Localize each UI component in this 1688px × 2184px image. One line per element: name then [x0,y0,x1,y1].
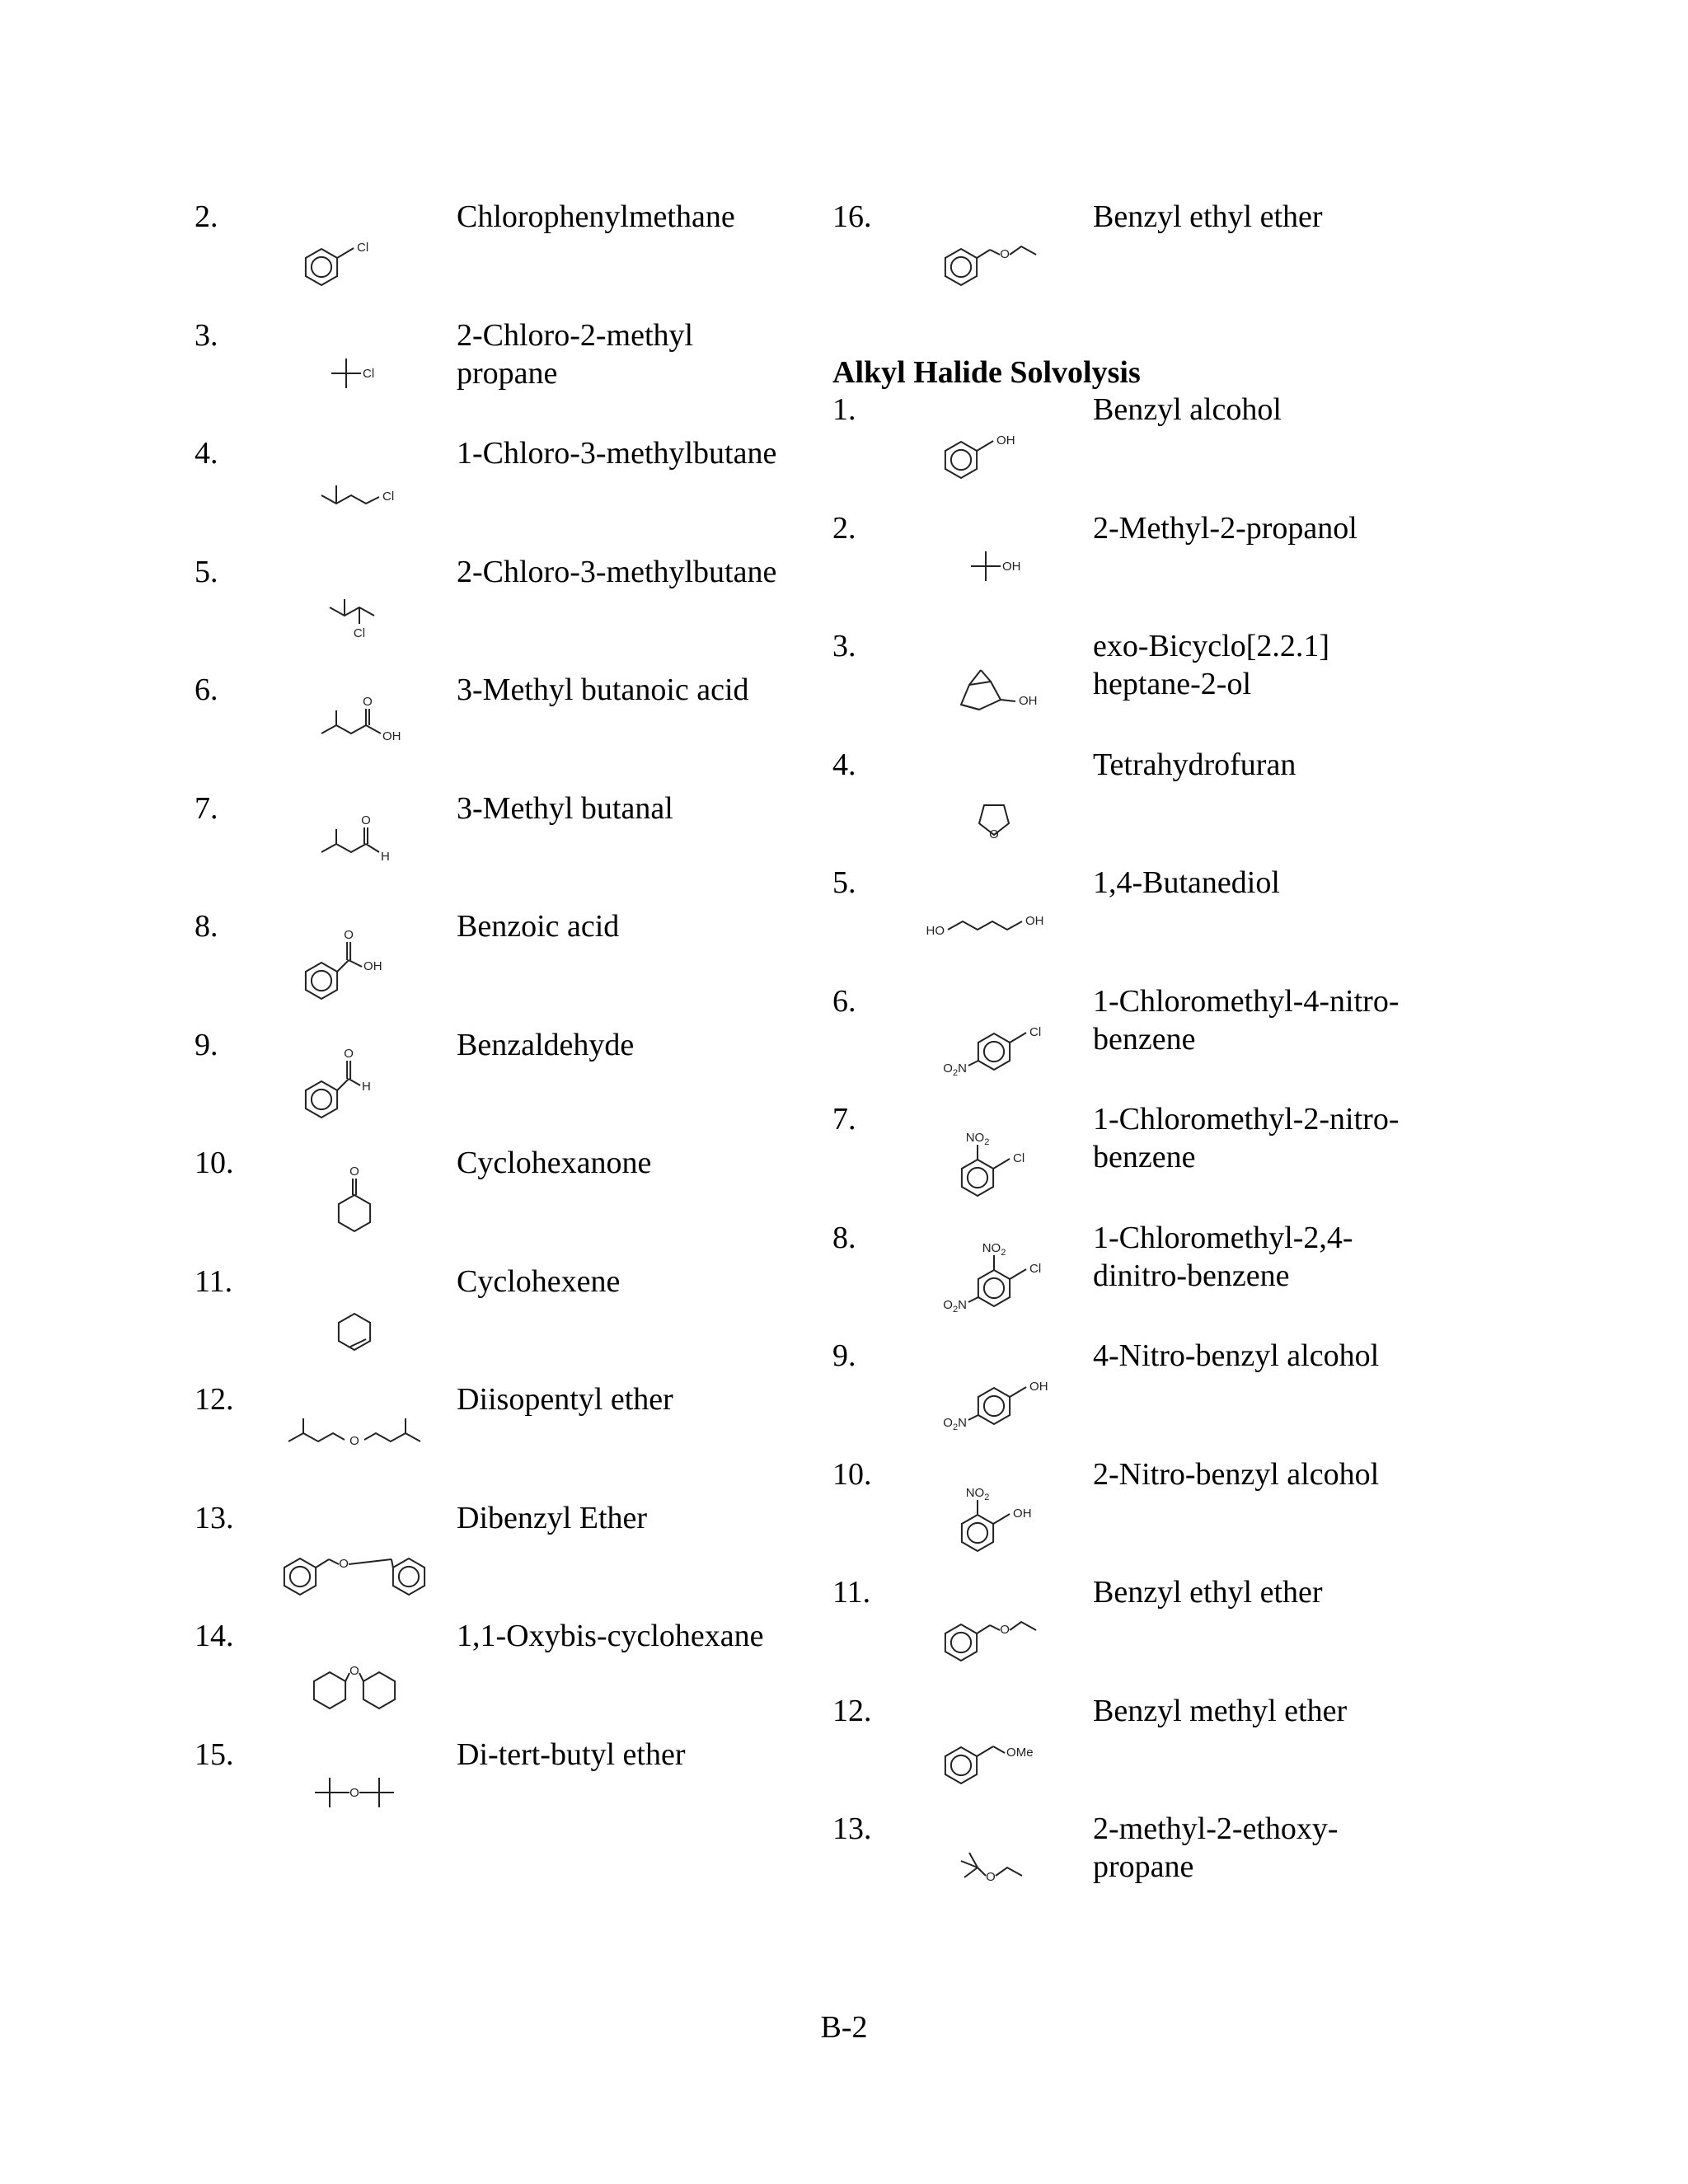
structure-drawing [272,919,437,1010]
structure-drawing [272,682,437,773]
atom-label: OH [996,434,1015,448]
compound-name: Benzyl alcohol [1093,392,1282,427]
compound-number: 6. [195,673,218,707]
compound-entry [832,1573,1688,1680]
structure-drawing [912,994,1076,1085]
compound-entry [832,509,1688,616]
structure-isovaleraldehyde [272,801,437,892]
compound-number: 6. [832,983,856,1019]
compound-name: 2-Nitro-benzyl alcohol [1093,1456,1380,1492]
atom-label: OH [1013,1506,1032,1521]
compound-entry [832,746,1688,853]
structure-drawing [912,1348,1076,1439]
structure-drawing [912,1467,1076,1558]
structure-dicyclohexyl-ether [272,1629,437,1719]
atom-label: H [381,849,390,864]
structure-benzyl-chloride [272,209,437,300]
atom-label: $O_2N$ [943,1297,967,1315]
compound-name: 1-Chloromethyl-2-nitro- benzene [1093,1102,1400,1174]
page-number: B-2 [820,2010,868,2045]
atom-label: O [1000,247,1010,261]
compound-number: 4. [832,747,856,782]
structure-cyclohexanone [272,1155,437,1246]
compound-number: 13. [832,1811,872,1846]
structure-benzyl-methyl-ether [912,1704,1076,1794]
structure-2-chloro-3-methylbutane [272,565,437,655]
compound-number: 7. [832,1102,856,1137]
compound-name: Chlorophenylmethane [457,199,735,234]
compound-name: 1-Chloro-3-methylbutane [457,436,777,471]
compound-entry [0,1736,832,1843]
atom-label: O [349,1165,359,1179]
atom-label: OH [1029,1380,1048,1394]
structure-drawing [272,1511,437,1601]
structure-di-tert-butyl-ether [272,1747,437,1838]
atom-label: Cl [1013,1151,1025,1165]
compound-name: Cyclohexene [457,1263,621,1299]
compound-number: 2. [195,199,218,234]
compound-entry [0,1380,832,1488]
compound-entry [0,1617,832,1724]
compound-number: 7. [195,790,218,826]
structure-drawing [272,1747,437,1838]
atom-label: O [349,1785,359,1800]
compound-name: 2-Methyl-2-propanol [1093,510,1357,546]
compound-entry [0,1144,832,1251]
compound-entry [832,982,1688,1090]
atom-label: $NO_2$ [982,1240,1006,1258]
compound-name: 2-methyl-2-ethoxy- propane [1093,1811,1339,1884]
compound-name: 1-Chloromethyl-4-nitro- benzene [1093,983,1400,1057]
structure-drawing [912,1821,1076,1912]
compound-number: 14. [195,1619,234,1653]
structure-tert-butanol [912,521,1076,612]
atom-label: $O_2N$ [943,1416,967,1432]
structure-drawing [912,521,1076,612]
structure-drawing [272,446,437,537]
atom-label: Cl [382,490,395,504]
structure-benzyl-ethyl-ether [912,1585,1076,1675]
compound-entry [832,391,1688,498]
structure-dibenzyl-ether [272,1511,437,1601]
structure-drawing [912,209,1076,300]
compound-name: Benzaldehyde [457,1027,635,1062]
compound-entry [0,434,832,541]
compound-name: 4-Nitro-benzyl alcohol [1093,1338,1380,1373]
structure-2-nitrobenzyl-chloride [912,1112,1076,1202]
structure-2-nitrobenzyl-alcohol [912,1467,1076,1558]
atom-label: O [344,928,354,942]
structure-drawing [912,1585,1076,1675]
structure-4-nitrobenzyl-chloride [912,994,1076,1085]
atom-label: O [349,1664,359,1678]
compound-entry [0,907,832,1015]
atom-label: $NO_2$ [965,1485,990,1502]
compound-number: 9. [832,1338,856,1373]
compound-entry [832,1810,1688,1917]
compound-entry [0,1026,832,1133]
structure-4-nitrobenzyl-alcohol [912,1348,1076,1439]
structure-benzaldehyde [272,1038,437,1128]
compound-number: 12. [832,1693,872,1728]
compound-number: 5. [195,554,218,589]
compound-number: 2. [832,510,856,546]
structure-drawing [272,565,437,655]
atom-label: O [989,827,999,841]
compound-number: 8. [195,909,218,944]
compound-name: Di-tert-butyl ether [457,1736,686,1772]
compound-name: Benzyl ethyl ether [1093,199,1323,234]
structure-benzoic-acid [272,919,437,1010]
structure-drawing [272,1274,437,1365]
compound-name: 1-Chloromethyl-2,4- dinitro-benzene [1093,1220,1353,1293]
compound-entry [832,864,1688,971]
compound-number: 4. [195,436,218,471]
compound-number: 5. [832,865,856,900]
atom-label: OH [1002,559,1021,574]
compound-entry [0,553,832,660]
compound-name: exo-Bicyclo[2.2.1] heptane-2-ol [1093,629,1330,701]
structure-cyclohexene [272,1274,437,1365]
atom-label: Cl [353,626,366,640]
atom-label: OH [382,729,401,743]
structure-drawing [912,757,1076,848]
compound-number: 1. [832,392,856,427]
compound-entry [0,671,832,778]
compound-number: 3. [195,317,218,353]
compound-number: 15. [195,1736,234,1772]
compound-number: 12. [195,1382,234,1417]
structure-tert-butyl-ethyl-ether [912,1821,1076,1912]
atom-label: Cl [357,241,369,255]
compound-number: 11. [195,1263,233,1299]
structure-drawing [912,1230,1076,1321]
structure-2,4-dinitrobenzyl-chloride [912,1230,1076,1321]
compound-entry [832,1337,1688,1444]
compound-entry [832,1455,1688,1563]
compound-name: Dibenzyl Ether [457,1500,648,1535]
compound-name: Benzoic acid [457,909,620,944]
structure-benzyl-alcohol [912,402,1076,493]
structure-drawing [272,328,437,419]
compound-name: Tetrahydrofuran [1093,747,1296,782]
structure-exo-norborneol [912,639,1076,729]
structure-tetrahydrofuran [912,757,1076,848]
atom-label: O [344,1046,354,1061]
structure-isopentyl-chloride [272,446,437,537]
compound-number: 10. [195,1146,234,1180]
atom-label: HO [926,924,945,938]
atom-label: O [349,1434,359,1448]
structure-benzyl-ethyl-ether [912,209,1076,300]
compound-entry [0,790,832,897]
compound-name: Cyclohexanone [457,1146,652,1180]
atom-label: H [362,1079,371,1094]
compound-number: 8. [832,1220,856,1255]
structure-drawing [912,875,1076,966]
compound-entry [0,1263,832,1370]
compound-entry [832,198,1688,305]
atom-label: $O_2N$ [943,1061,967,1078]
compound-name: 2-Chloro-2-methyl propane [457,317,694,391]
structure-butanediol [912,875,1076,966]
compound-entry [832,1219,1688,1326]
compound-number: 9. [195,1027,218,1062]
structure-drawing [912,1112,1076,1202]
structure-diisopentyl-ether [272,1392,437,1483]
atom-label: OH [1025,914,1044,928]
structure-isovaleric-acid [272,682,437,773]
compound-number: 16. [832,199,872,234]
compound-name: 3-Methyl butanoic acid [457,673,749,707]
structure-drawing [272,1392,437,1483]
compound-name: 1,1-Oxybis-cyclohexane [457,1619,764,1653]
compound-name: 3-Methyl butanal [457,790,673,826]
compound-number: 3. [832,629,856,663]
compound-name: Benzyl ethyl ether [1093,1575,1323,1610]
compound-name: 1,4-Butanediol [1093,865,1280,900]
atom-label: OH [363,959,382,973]
atom-label: OMe [1006,1745,1034,1760]
atom-label: Cl [363,366,375,381]
compound-number: 11. [832,1575,871,1610]
atom-label: O [363,695,373,709]
section-heading: Alkyl Halide Solvolysis [832,355,1141,390]
compound-entry [0,1499,832,1606]
compound-entry [0,316,832,424]
atom-label: Cl [1029,1261,1042,1276]
atom-label: O [339,1556,349,1571]
atom-label: $NO_2$ [965,1131,990,1147]
compound-entry [832,1692,1688,1799]
structure-drawing [912,402,1076,493]
atom-label: Cl [1029,1024,1042,1039]
structure-drawing [272,801,437,892]
compound-number: 10. [832,1456,872,1492]
structure-drawing [272,1155,437,1246]
structure-drawing [912,1704,1076,1794]
structure-tert-butyl-chloride [272,328,437,419]
structure-drawing [912,639,1076,729]
compound-name: Benzyl methyl ether [1093,1693,1348,1728]
compound-entry [0,198,832,305]
atom-label: O [986,1870,996,1884]
atom-label: O [1000,1623,1010,1637]
compound-entry [832,627,1688,734]
compound-name: Diisopentyl ether [457,1382,673,1417]
atom-label: O [361,813,371,827]
compound-name: 2-Chloro-3-methylbutane [457,554,777,589]
structure-drawing [272,1038,437,1128]
structure-drawing [272,209,437,300]
structure-drawing [272,1629,437,1719]
compound-number: 13. [195,1500,234,1535]
compound-entry [832,1100,1688,1207]
atom-label: OH [1019,694,1038,708]
